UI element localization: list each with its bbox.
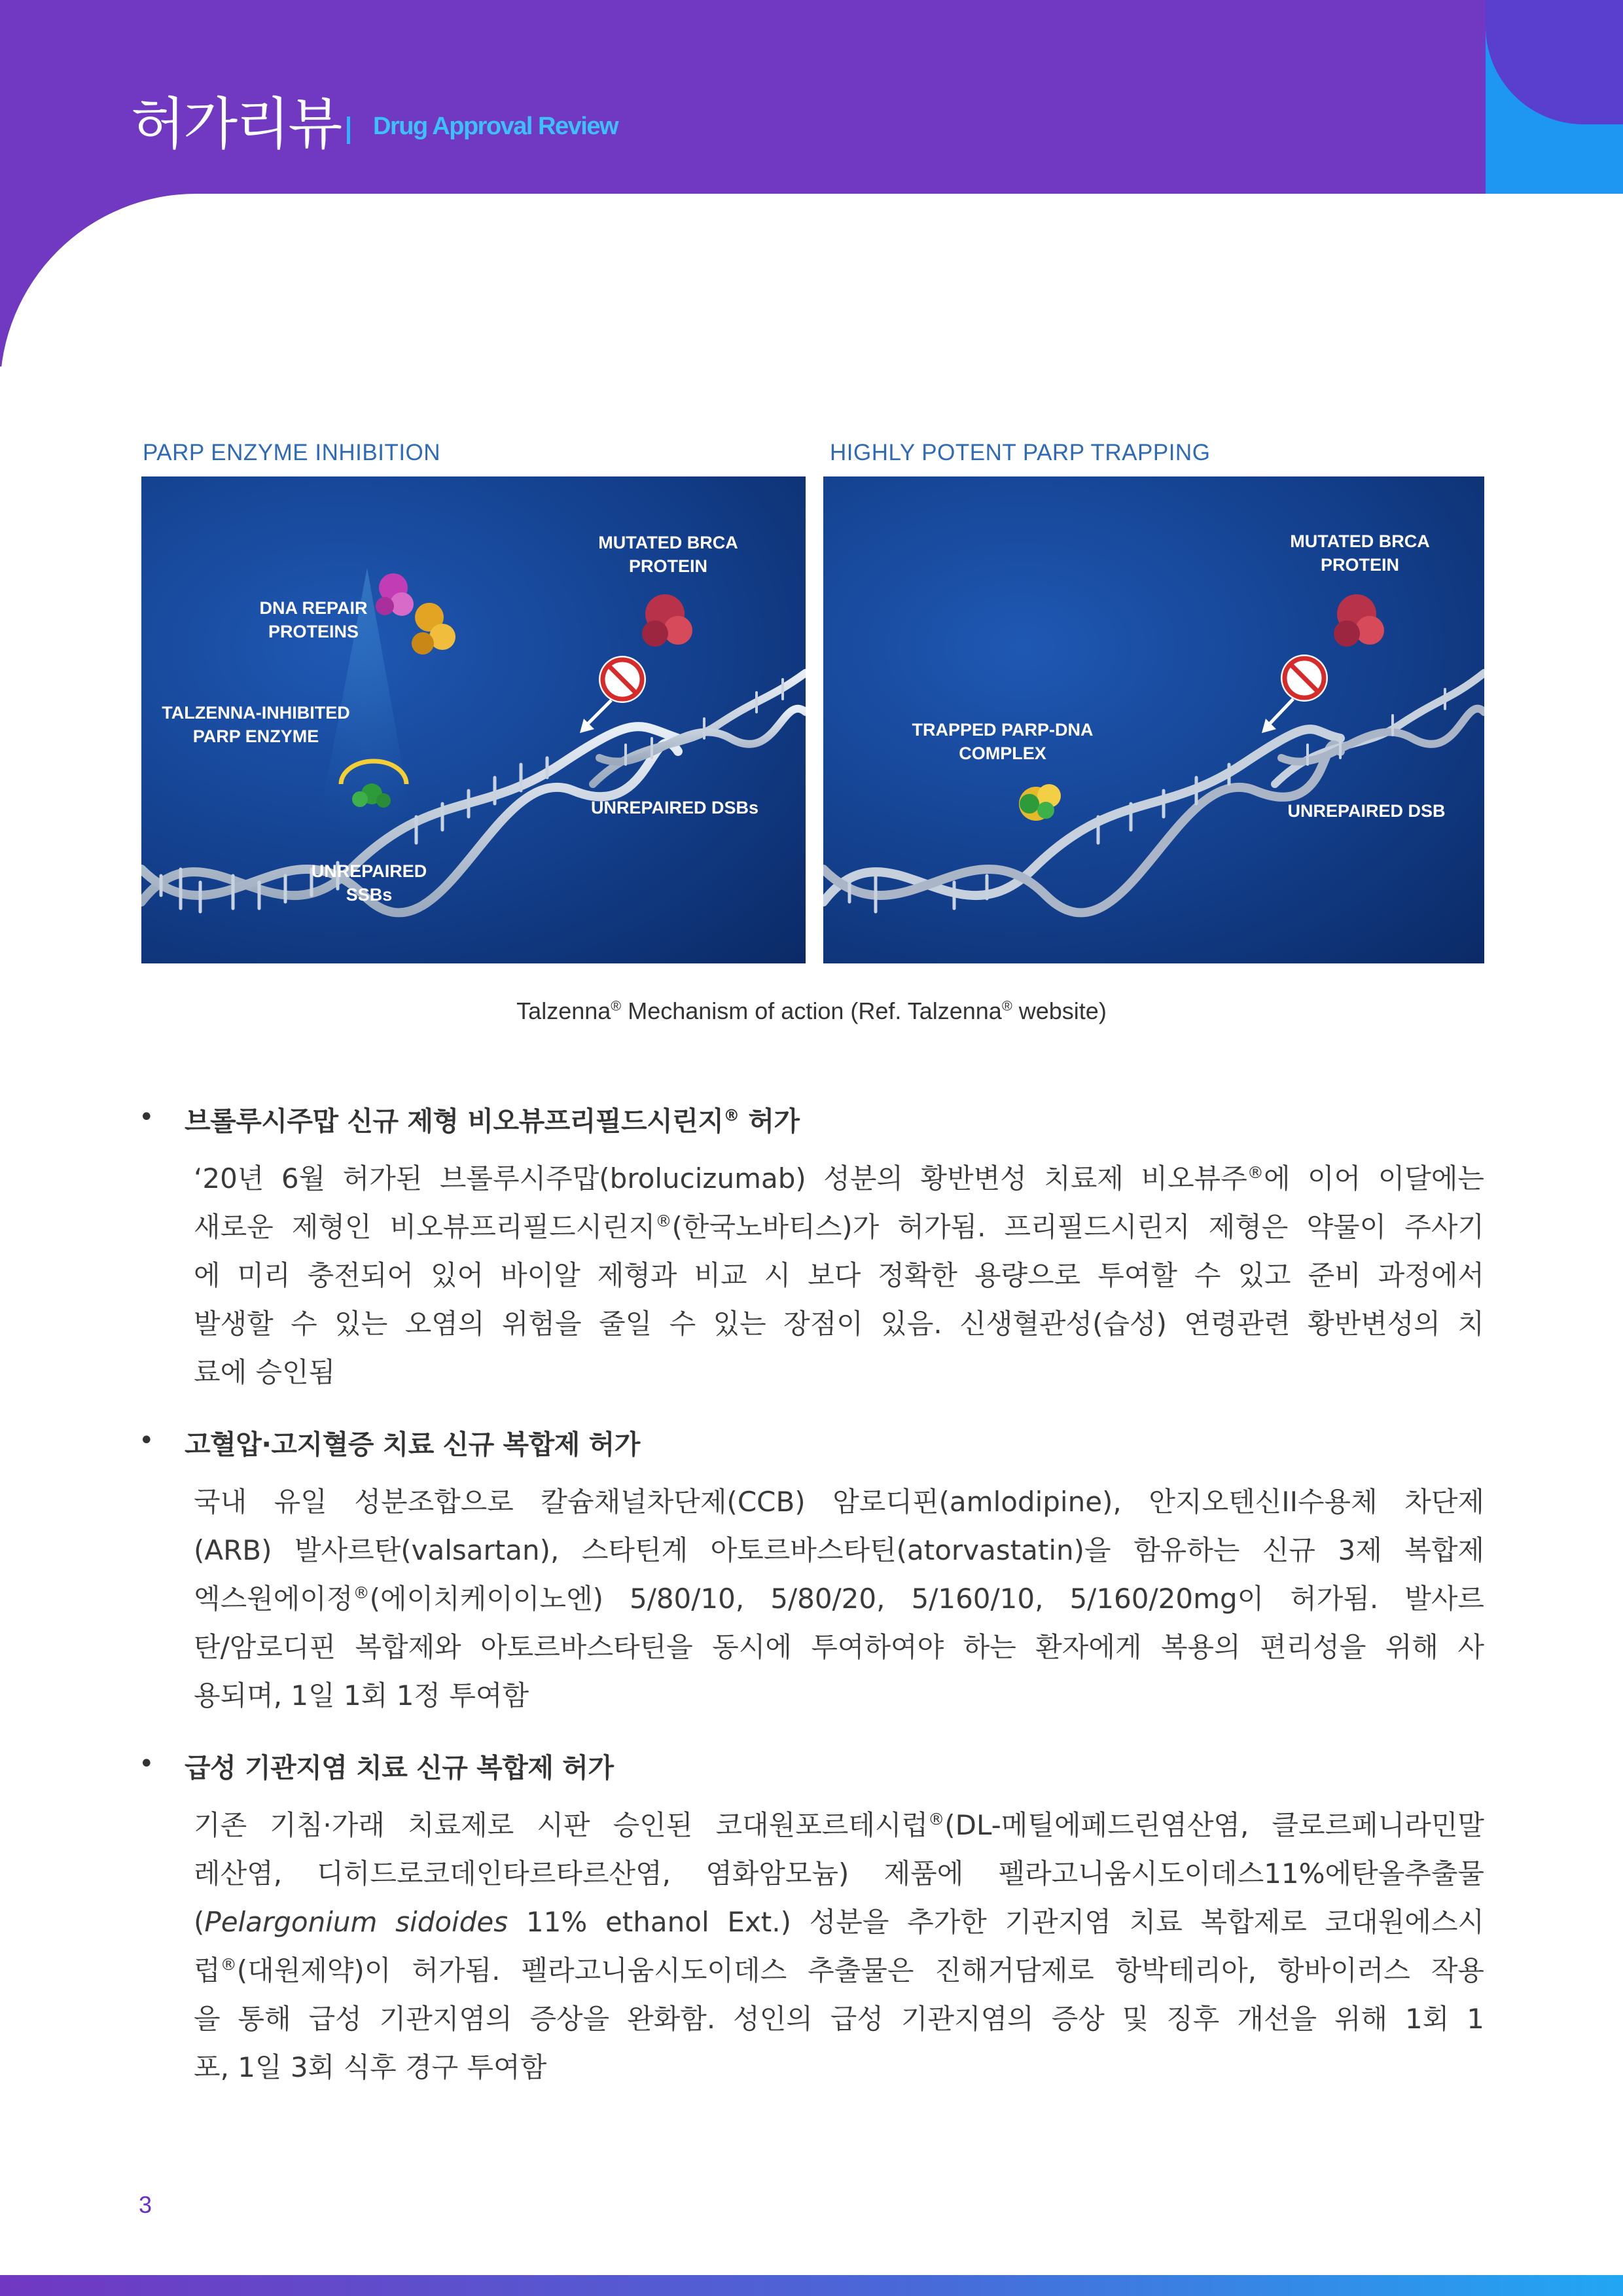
label-mutated-brca: MUTATED BRCA PROTEIN — [598, 533, 738, 576]
arrow-icon — [580, 700, 611, 733]
header-separator — [347, 117, 350, 144]
body-line: ‘20년 6월 허가된 브롤루시주맙(brolucizumab) 성분의 황반변성 치료제 비오뷰주®에 이어 이달에는 — [194, 1162, 1484, 1194]
parp-inhibition-svg — [141, 476, 806, 963]
header-title: 허가리뷰 — [131, 92, 341, 157]
left-panel-heading: PARP ENZYME INHIBITION — [143, 440, 441, 465]
body-line: 엑스원에이정®(에이치케이이노엔) 5/80/10, 5/80/20, 5/160/10, 5/160/20mg이 허가됨. 발사르 — [194, 1583, 1484, 1615]
body-line: 레산염, 디히드로코데인타르타르산염, 염화암모늄) 제품에 펠라고니움시도이데스11%에탄올추출물 — [194, 1857, 1484, 1890]
section-body-hypertension — [194, 1478, 1484, 1720]
section-title-brolucizumab: 브롤루시주맙 신규 제형 비오뷰프리필드시린지® 허가 — [185, 1105, 800, 1137]
page-number: 3 — [139, 2191, 152, 2218]
label-unrepaired-ssbs: UNREPAIRED SSBs — [311, 861, 427, 905]
section-title-hypertension: 고혈압·고지혈증 치료 신규 복합제 허가 — [185, 1429, 640, 1460]
label-dna-repair-proteins: DNA REPAIR PROTEINS — [259, 598, 368, 641]
mutated-brca-protein-icon — [1334, 594, 1384, 647]
parp-trapping-svg — [823, 476, 1484, 963]
body-line: 에 미리 충전되어 있어 바이알 제형과 비교 시 보다 정확한 용량으로 투여할 수 있고 준비 과정에서 — [194, 1259, 1484, 1291]
bullet-icon: • — [139, 1749, 154, 1779]
parp-inhibition-illustration — [141, 476, 806, 963]
dna-repair-proteins-icon — [376, 573, 455, 655]
label-trapped-parp-dna-complex: TRAPPED PARP-DNA COMPLEX — [912, 720, 1094, 763]
body-line: 국내 유일 성분조합으로 칼슘채널차단제(CCB) 암로디핀(amlodipine), 안지오텐신II수용체 차단제 — [194, 1486, 1484, 1518]
label-unrepaired-dsbs: UNREPAIRED DSBs — [590, 798, 759, 817]
body-line: 용되며, 1일 1회 1정 투여함 — [194, 1679, 529, 1712]
footer-gradient-bar — [0, 2275, 1623, 2296]
section-body-bronchitis — [194, 1801, 1484, 2092]
body-line: 포, 1일 3회 식후 경구 투여함 — [194, 2051, 547, 2083]
header-subtitle: Drug Approval Review — [373, 113, 618, 140]
body-line: 럽®(대원제약)이 허가됨. 펠라고니움시도이데스 추출물은 진해거담제로 항박테리아, 항바이러스 작용 — [194, 1954, 1484, 1986]
label-talzenna-inhibited-parp: TALZENNA-INHIBITED PARP ENZYME — [162, 703, 350, 746]
section-body-brolucizumab — [194, 1155, 1484, 1397]
body-line: 새로운 제형인 비오뷰프리필드시린지®(한국노바티스)가 허가됨. 프리필드시린지 제형은 약물이 주사기 — [194, 1211, 1484, 1243]
figure-caption: Talzenna® Mechanism of action (Ref. Talzenna® website) — [516, 997, 1107, 1024]
prohibited-icon — [1281, 655, 1328, 702]
label-mutated-brca: MUTATED BRCA PROTEIN — [1290, 531, 1430, 575]
parp-trapping-illustration — [823, 476, 1484, 963]
body-line: (Pelargonium sidoides 11% ethanol Ext.) 성분을 추가한 기관지염 치료 복합제로 코대원에스시 — [194, 1906, 1485, 1938]
arrow-icon — [1262, 699, 1293, 733]
prohibited-icon — [599, 656, 646, 703]
body-line: 탄/암로디핀 복합제와 아토르바스타틴을 동시에 투여하여야 하는 환자에게 복용의 편리성을 위해 사 — [194, 1631, 1484, 1663]
body-line: 을 통해 급성 기관지염의 증상을 완화함. 성인의 급성 기관지염의 증상 및 징후 개선을 위해 1회 1 — [194, 2003, 1485, 2035]
mutated-brca-protein-icon — [642, 594, 692, 647]
body-line: 료에 승인됨 — [194, 1356, 336, 1388]
label-unrepaired-dsb: UNREPAIRED DSB — [1287, 801, 1446, 821]
dna-helix — [823, 729, 1340, 912]
bullet-icon: • — [139, 1426, 154, 1456]
section-title-bronchitis: 급성 기관지염 치료 신규 복합제 허가 — [185, 1752, 614, 1784]
body-line: 기존 기침·가래 치료제로 시판 승인된 코대원포르테시럽®(DL-메틸에페드린염산염, 클로르페니라민말 — [194, 1809, 1484, 1841]
body-line: (ARB) 발사르탄(valsartan), 스타틴계 아토르바스타틴(atorvastatin)을 함유하는 신규 3제 복합제 — [194, 1534, 1484, 1566]
right-panel-heading: HIGHLY POTENT PARP TRAPPING — [830, 440, 1211, 465]
trapped-parp-dna-complex-icon — [1019, 784, 1061, 821]
bullet-icon: • — [139, 1102, 154, 1132]
body-line: 발생할 수 있는 오염의 위험을 줄일 수 있는 장점이 있음. 신생혈관성(습성) 연령관련 황반변성의 치 — [194, 1308, 1484, 1340]
